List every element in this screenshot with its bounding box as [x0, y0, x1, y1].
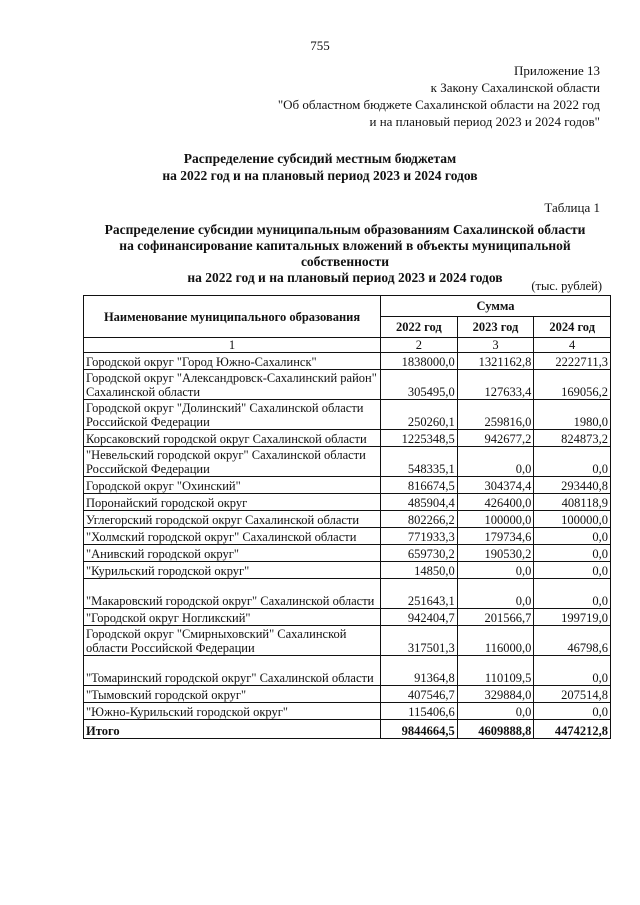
appendix-line: к Закону Сахалинской области: [430, 80, 600, 95]
total-row: [84, 720, 611, 739]
municipality-name: "Южно-Курильский городской округ": [84, 703, 381, 720]
table-label: Таблица 1: [544, 200, 600, 215]
amount-2023: 127633,4: [457, 370, 534, 400]
table-row: [84, 686, 611, 703]
appendix-line: Приложение 13: [513, 63, 600, 78]
amount-2023: 0,0: [457, 447, 534, 477]
subtitle-line: на софинансирование капитальных вложений в объекты муниципальной: [119, 238, 571, 253]
municipality-name: Углегорский городской округ Сахалинской области: [84, 511, 381, 528]
municipality-name: "Курильский городской округ": [84, 562, 381, 579]
column-number-row: [84, 338, 611, 353]
amount-2024: 207514,8: [534, 686, 611, 703]
municipality-name: "Томаринский городской округ" Сахалинской области: [84, 656, 381, 686]
amount-2022: 1225348,5: [381, 430, 458, 447]
header-sum: Сумма: [381, 296, 611, 317]
total-2023: 4609888,8: [457, 720, 534, 739]
table-row: [84, 703, 611, 720]
amount-2023: 179734,6: [457, 528, 534, 545]
table-title: [95, 222, 595, 286]
amount-2023: 110109,5: [457, 656, 534, 686]
table-row: [84, 528, 611, 545]
table-row: [84, 562, 611, 579]
amount-2023: 942677,2: [457, 430, 534, 447]
column-number: 2: [381, 338, 458, 353]
table-row: [84, 545, 611, 562]
header-year-2023: 2023 год: [457, 317, 534, 338]
municipality-name: Городской округ "Город Южно-Сахалинск": [84, 353, 381, 370]
header-year-2024: 2024 год: [534, 317, 611, 338]
amount-2024: 199719,0: [534, 609, 611, 626]
amount-2024: 0,0: [534, 703, 611, 720]
amount-2024: 100000,0: [534, 511, 611, 528]
amount-2024: 0,0: [534, 545, 611, 562]
table-row: [84, 494, 611, 511]
amount-2022: 407546,7: [381, 686, 458, 703]
amount-2024: 824873,2: [534, 430, 611, 447]
amount-2022: 659730,2: [381, 545, 458, 562]
header-name: Наименование муниципального образования: [84, 296, 381, 338]
amount-2022: 548335,1: [381, 447, 458, 477]
amount-2022: 771933,3: [381, 528, 458, 545]
amount-2022: 485904,4: [381, 494, 458, 511]
subsidy-table: [83, 295, 611, 739]
document-title: [0, 150, 640, 184]
amount-2023: 0,0: [457, 703, 534, 720]
municipality-name: "Городской округ Ногликский": [84, 609, 381, 626]
appendix-header: [278, 62, 600, 130]
amount-2023: 100000,0: [457, 511, 534, 528]
municipality-name: Корсаковский городской округ Сахалинской области: [84, 430, 381, 447]
amount-2023: 304374,4: [457, 477, 534, 494]
table-row: [84, 579, 611, 609]
table-row: [84, 477, 611, 494]
amount-2023: 116000,0: [457, 626, 534, 656]
amount-2023: 190530,2: [457, 545, 534, 562]
table-row: [84, 609, 611, 626]
table-row: [84, 430, 611, 447]
total-2022: 9844664,5: [381, 720, 458, 739]
amount-2024: 408118,9: [534, 494, 611, 511]
amount-2022: 816674,5: [381, 477, 458, 494]
amount-2023: 329884,0: [457, 686, 534, 703]
amount-2024: 0,0: [534, 562, 611, 579]
title-line: Распределение субсидий местным бюджетам: [183, 151, 457, 166]
municipality-name: "Анивский городской округ": [84, 545, 381, 562]
municipality-name: Поронайский городской округ: [84, 494, 381, 511]
table-row: [84, 626, 611, 656]
amount-2023: 201566,7: [457, 609, 534, 626]
amount-2024: 1980,0: [534, 400, 611, 430]
amount-2022: 305495,0: [381, 370, 458, 400]
table-row: [84, 447, 611, 477]
table-row: [84, 400, 611, 430]
municipality-name: "Макаровский городской округ" Сахалинской области: [84, 579, 381, 609]
municipality-name: Городской округ "Смирныховский" Сахалинской области Российской Федерации: [84, 626, 381, 656]
amount-2022: 14850,0: [381, 562, 458, 579]
table-row: [84, 353, 611, 370]
table-row: [84, 656, 611, 686]
title-line: на 2022 год и на плановый период 2023 и 2024 годов: [162, 168, 478, 183]
amount-2023: 259816,0: [457, 400, 534, 430]
column-number: 3: [457, 338, 534, 353]
municipality-name: "Холмский городской округ" Сахалинской области: [84, 528, 381, 545]
municipality-name: "Невельский городской округ" Сахалинской области Российской Федерации: [84, 447, 381, 477]
header-year-2022: 2022 год: [381, 317, 458, 338]
amount-2022: 802266,2: [381, 511, 458, 528]
amount-2022: 91364,8: [381, 656, 458, 686]
municipality-name: Городской округ "Охинский": [84, 477, 381, 494]
subtitle-line: Распределение субсидии муниципальным образованиям Сахалинской области: [104, 222, 586, 237]
amount-2022: 942404,7: [381, 609, 458, 626]
amount-2024: 169056,2: [534, 370, 611, 400]
amount-2023: 0,0: [457, 562, 534, 579]
amount-2022: 250260,1: [381, 400, 458, 430]
amount-2024: 0,0: [534, 656, 611, 686]
municipality-name: "Тымовский городской округ": [84, 686, 381, 703]
column-number: 1: [84, 338, 381, 353]
amount-2022: 1838000,0: [381, 353, 458, 370]
amount-2022: 251643,1: [381, 579, 458, 609]
subtitle-line: на 2022 год и на плановый период 2023 и 2024 годов: [187, 270, 503, 285]
page-number: 755: [310, 38, 330, 53]
subtitle-line: собственности: [300, 254, 390, 269]
amount-2022: 115406,6: [381, 703, 458, 720]
amount-2024: 0,0: [534, 447, 611, 477]
municipality-name: Городской округ "Александровск-Сахалинский район" Сахалинской области: [84, 370, 381, 400]
appendix-line: "Об областном бюджете Сахалинской области на 2022 год: [277, 97, 600, 112]
amount-2024: 0,0: [534, 528, 611, 545]
amount-2023: 426400,0: [457, 494, 534, 511]
amount-2024: 46798,6: [534, 626, 611, 656]
amount-2023: 1321162,8: [457, 353, 534, 370]
appendix-line: и на плановый период 2023 и 2024 годов": [369, 114, 600, 129]
units-label: (тыс. рублей): [531, 279, 602, 293]
total-label: Итого: [84, 720, 381, 739]
amount-2023: 0,0: [457, 579, 534, 609]
municipality-name: Городской округ "Долинский" Сахалинской области Российской Федерации: [84, 400, 381, 430]
total-2024: 4474212,8: [534, 720, 611, 739]
amount-2024: 293440,8: [534, 477, 611, 494]
column-number: 4: [534, 338, 611, 353]
amount-2024: 2222711,3: [534, 353, 611, 370]
amount-2024: 0,0: [534, 579, 611, 609]
table-row: [84, 511, 611, 528]
table-row: [84, 370, 611, 400]
amount-2022: 317501,3: [381, 626, 458, 656]
